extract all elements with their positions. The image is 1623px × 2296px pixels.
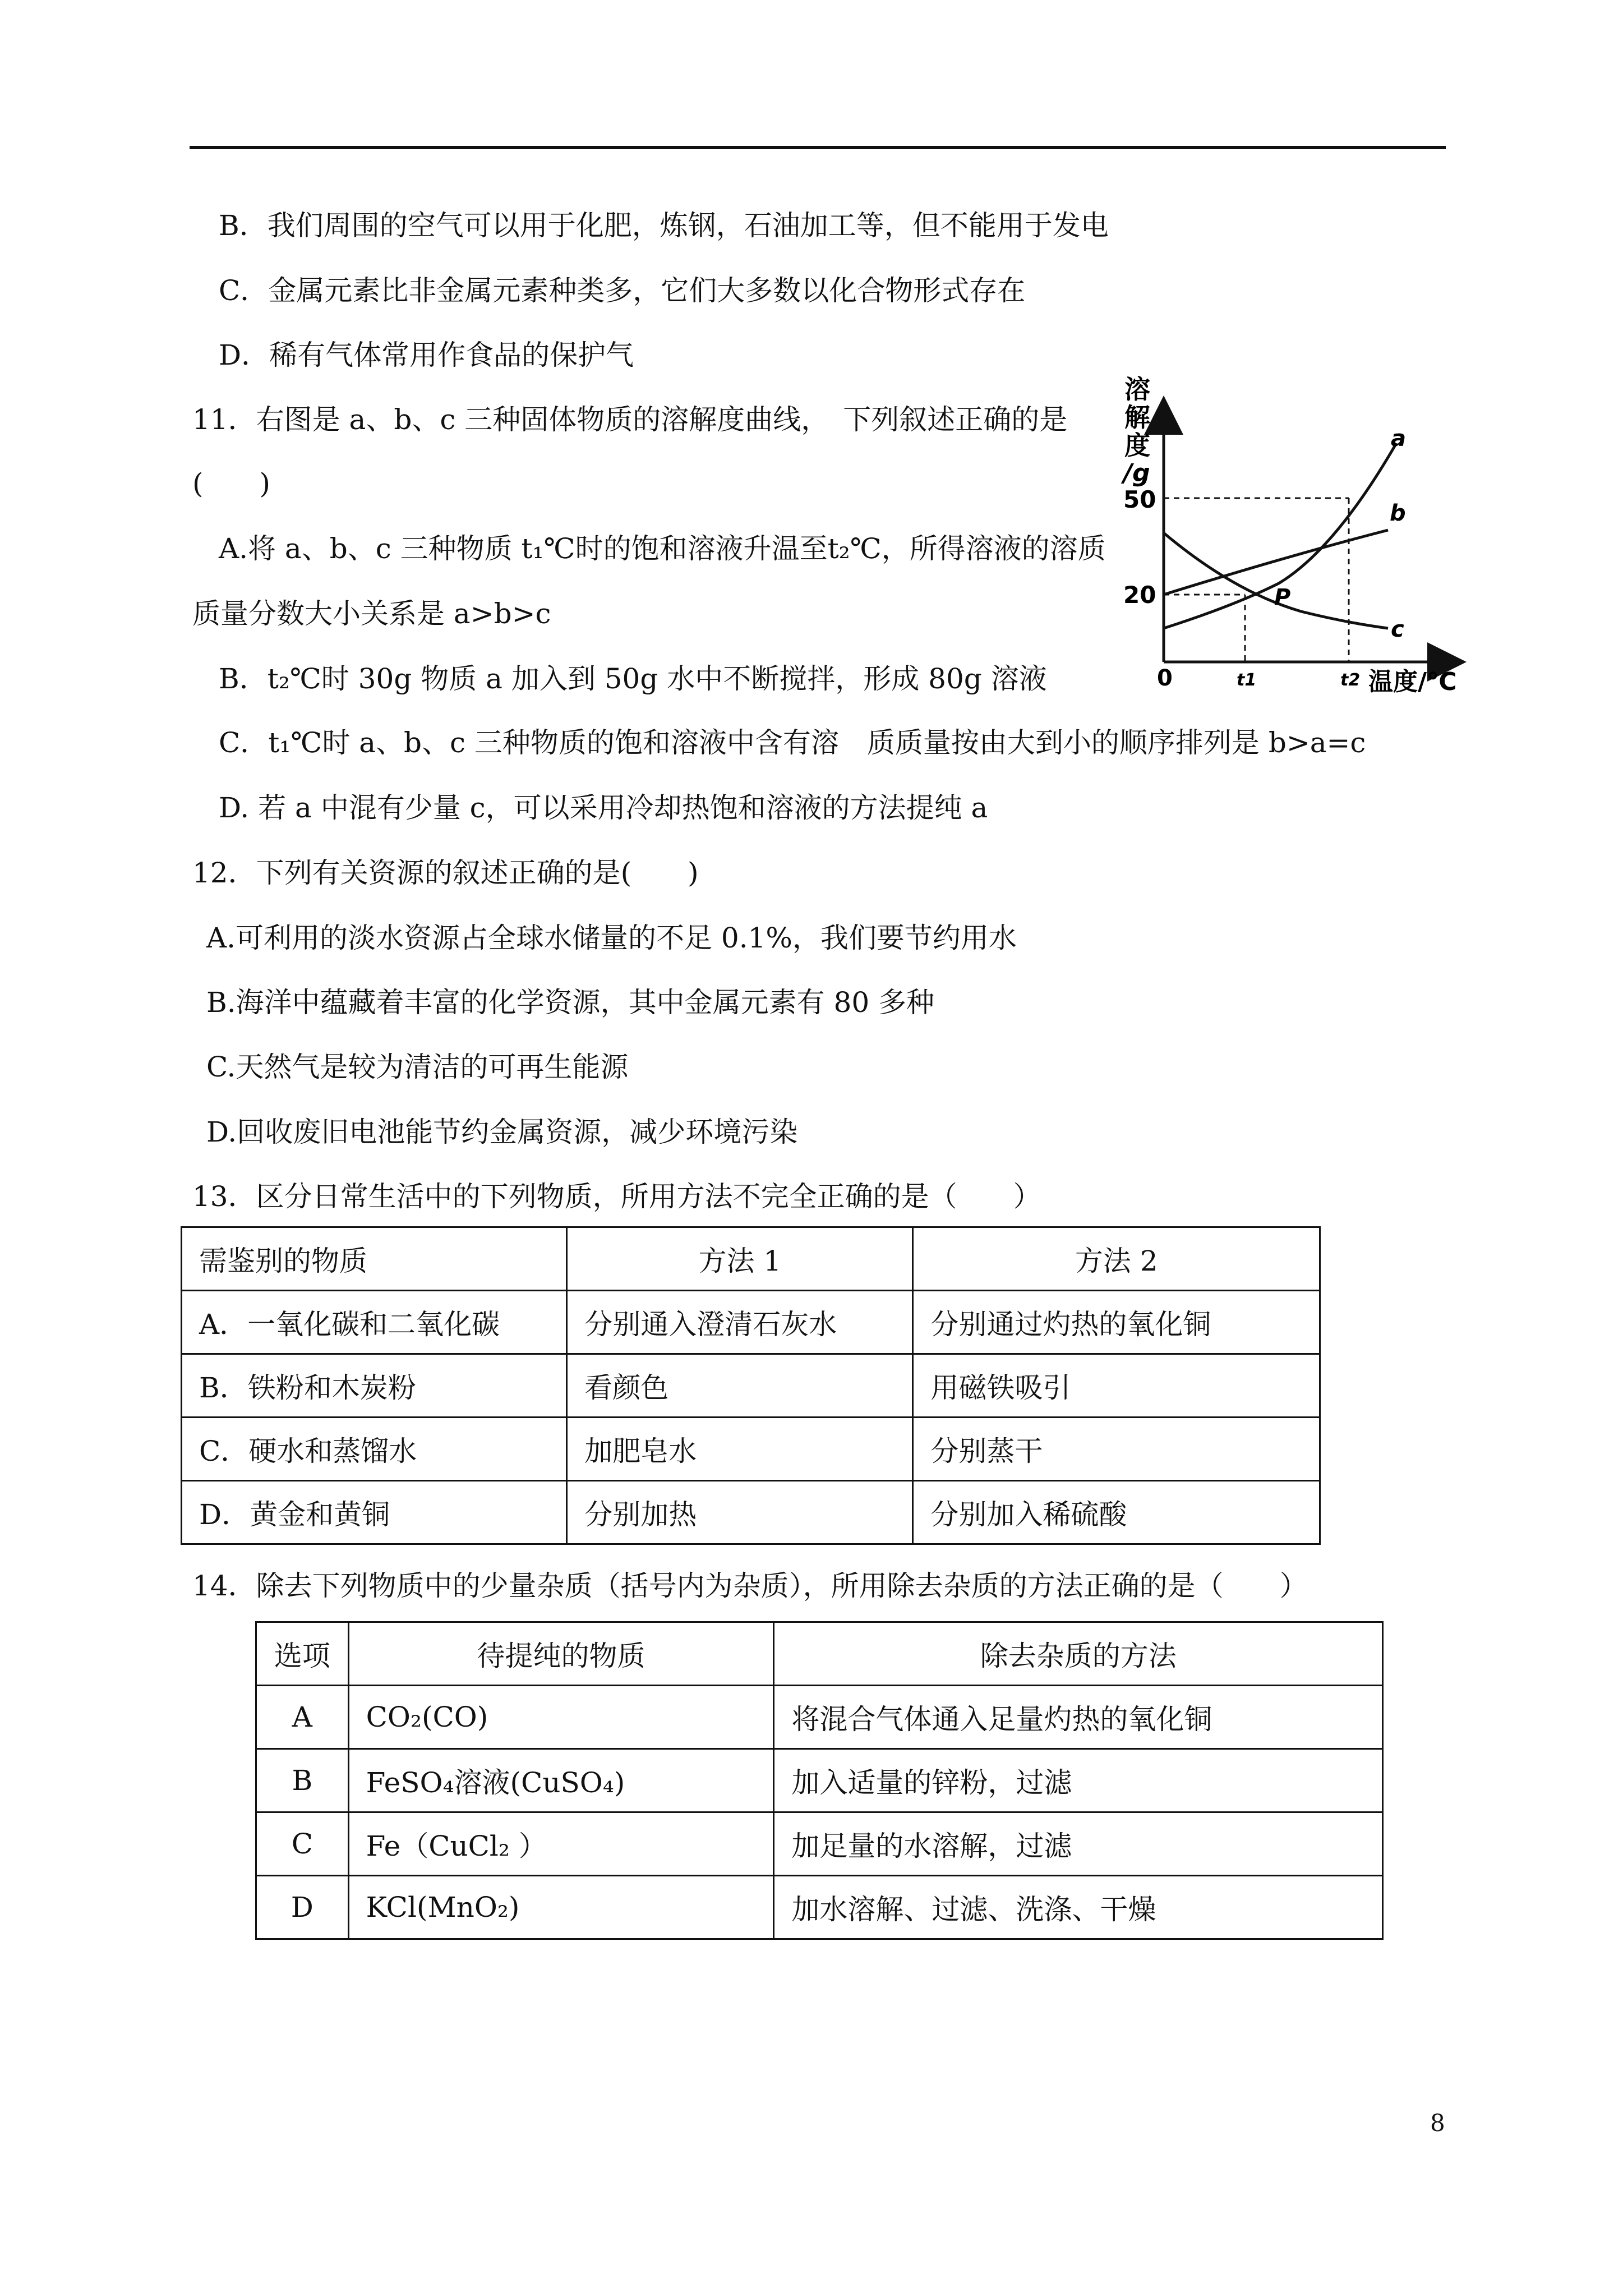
- table-cell: 待提纯的物质: [348, 1622, 774, 1686]
- table-cell: 分别通入澄清石灰水: [567, 1291, 913, 1354]
- table-cell: 分别通过灼热的氧化铜: [913, 1291, 1320, 1354]
- table-row: [256, 1749, 1383, 1812]
- curve-c: [1164, 533, 1388, 628]
- table-cell: 分别蒸干: [913, 1418, 1320, 1481]
- y-tick-50: 50: [1123, 486, 1156, 513]
- table-cell: 加肥皂水: [567, 1418, 913, 1481]
- q14-stem: 14．除去下列物质中的少量杂质（括号内为杂质），所用除去杂质的方法正确的是（ ）: [192, 1570, 1308, 1602]
- table-cell: B．铁粉和木炭粉: [182, 1354, 567, 1418]
- table-cell: A．一氧化碳和二氧化碳: [182, 1291, 567, 1354]
- q11-option-a-line1: A.将 a、b、c 三种物质 t₁℃时的饱和溶液升温至t₂℃，所得溶液的溶质: [219, 532, 1106, 565]
- q12-option-c: C.天然气是较为清洁的可再生能源: [206, 1051, 629, 1083]
- table-row: [182, 1291, 1320, 1354]
- table-cell: 将混合气体通入足量灼热的氧化铜: [774, 1686, 1383, 1749]
- q13-table: [181, 1226, 1321, 1545]
- table-cell: 选项: [256, 1622, 349, 1686]
- table-row: [182, 1481, 1320, 1544]
- table-row: [256, 1876, 1383, 1939]
- label-c: c: [1391, 616, 1404, 642]
- table-cell: 需鉴别的物质: [182, 1227, 567, 1291]
- table-cell: C．硬水和蒸馏水: [182, 1418, 567, 1481]
- y-title-4: /g: [1123, 459, 1150, 487]
- table-cell: C: [256, 1812, 349, 1876]
- table-row: [256, 1686, 1383, 1749]
- q12-stem: 12．下列有关资源的叙述正确的是( ): [192, 857, 699, 889]
- q11-option-b: B．t₂℃时 30g 物质 a 加入到 50g 水中不断搅拌，形成 80g 溶液: [219, 662, 1047, 695]
- table-header-row: [256, 1622, 1383, 1686]
- origin-label: 0: [1157, 665, 1173, 691]
- table-row: [182, 1418, 1320, 1481]
- table-cell: D: [256, 1876, 349, 1939]
- q14-table: [255, 1621, 1384, 1940]
- x-tick-t1: t1: [1237, 670, 1257, 690]
- q13-stem: 13．区分日常生活中的下列物质，所用方法不完全正确的是（ ）: [192, 1180, 1041, 1213]
- table-cell: FeSO₄溶液(CuSO₄): [348, 1749, 774, 1812]
- table-row: [182, 1354, 1320, 1418]
- label-b: b: [1390, 500, 1406, 526]
- table-cell: B: [256, 1749, 349, 1812]
- table-cell: KCl(MnO₂): [348, 1876, 774, 1939]
- q12-option-a: A.可利用的淡水资源占全球水储量的不足 0.1%，我们要节约用水: [206, 922, 1017, 954]
- q10-option-c: C．金属元素比非金属元素种类多，它们大多数以化合物形式存在: [219, 274, 1026, 307]
- table-cell: 分别加热: [567, 1481, 913, 1544]
- solubility-chart: [1110, 367, 1481, 704]
- table-cell: 加入适量的锌粉，过滤: [774, 1749, 1383, 1812]
- y-title-1: 溶: [1124, 374, 1150, 404]
- q10-option-d: D．稀有气体常用作食品的保护气: [219, 339, 634, 371]
- table-cell: 用磁铁吸引: [913, 1354, 1320, 1418]
- table-cell: 分别加入稀硫酸: [913, 1481, 1320, 1544]
- table-header-row: [182, 1227, 1320, 1291]
- table-cell: 加足量的水溶解，过滤: [774, 1812, 1383, 1876]
- x-title: 温度/℃: [1368, 668, 1457, 696]
- table-cell: 方法 2: [913, 1227, 1320, 1291]
- page-number: 8: [1430, 2109, 1445, 2137]
- q11-paren: ( ): [192, 467, 271, 500]
- q12-option-b: B.海洋中蕴藏着丰富的化学资源，其中金属元素有 80 多种: [206, 986, 935, 1019]
- table-row: [256, 1812, 1383, 1876]
- q10-option-b: B．我们周围的空气可以用于化肥，炼钢，石油加工等，但不能用于发电: [219, 209, 1109, 242]
- y-title-3: 度: [1124, 430, 1150, 461]
- label-a: a: [1391, 426, 1406, 452]
- table-cell: 方法 1: [567, 1227, 913, 1291]
- y-title-2: 解: [1124, 402, 1150, 432]
- table-cell: D．黄金和黄铜: [182, 1481, 567, 1544]
- q11-option-d: D. 若 a 中混有少量 c，可以采用冷却热饱和溶液的方法提纯 a: [219, 792, 988, 824]
- table-cell: 加水溶解、过滤、洗涤、干燥: [774, 1876, 1383, 1939]
- table-cell: 除去杂质的方法: [774, 1622, 1383, 1686]
- table-cell: Fe（CuCl₂ ）: [348, 1812, 774, 1876]
- table-cell: CO₂(CO): [348, 1686, 774, 1749]
- point-p-label: P: [1274, 585, 1291, 610]
- q11-option-a-line2: 质量分数大小关系是 a>b>c: [192, 597, 551, 630]
- header-rule: [190, 146, 1446, 149]
- y-tick-20: 20: [1123, 581, 1156, 609]
- table-cell: 看颜色: [567, 1354, 913, 1418]
- q11-stem: 11．右图是 a、b、c 三种固体物质的溶解度曲线， 下列叙述正确的是: [192, 403, 1068, 436]
- q11-option-c: C．t₁℃时 a、b、c 三种物质的饱和溶液中含有溶 质质量按由大到小的顺序排列是 b>a=c: [219, 726, 1366, 759]
- x-tick-t2: t2: [1340, 670, 1361, 690]
- table-cell: A: [256, 1686, 349, 1749]
- q12-option-d: D.回收废旧电池能节约金属资源，减少环境污染: [206, 1116, 798, 1148]
